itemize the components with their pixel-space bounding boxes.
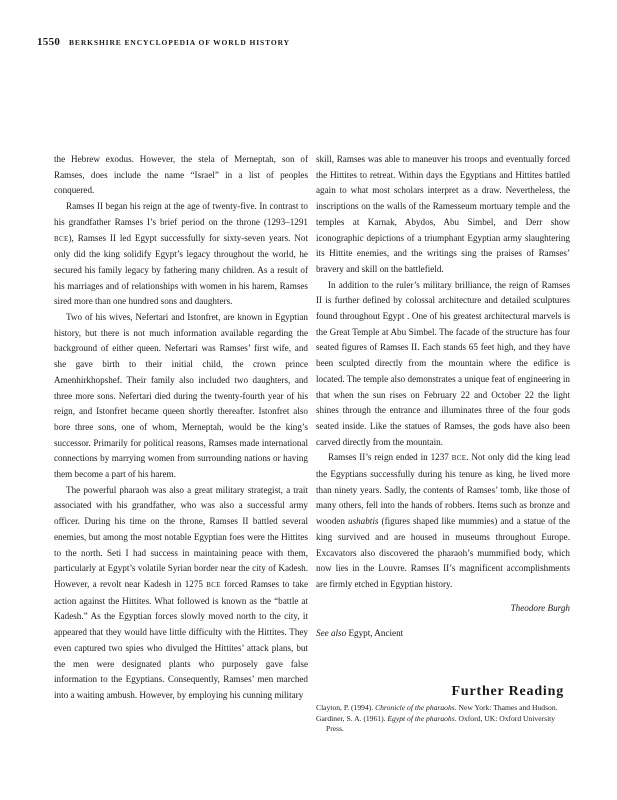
paragraph <box>316 450 570 592</box>
text-run: The powerful pharaoh was also a great military strategist, a trait associated with his grandfather, who was also a successful army officer. During his time on the throne, Ramses II battled several enemies, but among the most notable Egyptian foes were the Hittites to the north. Seti I had success in maintaining peace with them, particularly at Egypt’s volatile Syrian border near the city of Kadesh. However, a revolt near Kadesh in 1275 <box>54 484 308 589</box>
paragraph <box>54 199 308 310</box>
right-column <box>316 152 570 642</box>
text-run: Ramses II began his reign at the age of twenty-five. In contrast to his grandfather Ramses I’s brief period on the throne (1293–1291 <box>54 201 308 227</box>
paragraph: the Hebrew exodus. However, the stela of Merneptah, son of Ramses, does include the name “Israel” in a list of peoples conquered. <box>54 154 308 196</box>
see-also <box>316 626 570 642</box>
ref-author: Gardiner, S. A. (1961). <box>316 713 388 723</box>
era-label: BCE <box>54 234 69 243</box>
see-also-link[interactable]: Egypt, Ancient <box>346 628 404 639</box>
paragraph <box>54 483 308 704</box>
left-column <box>54 152 308 704</box>
reference-list <box>316 703 564 735</box>
text-run: . Not only did the king lead the Egyptians successfully during his tenure as king, he lived more than ninety years. Sadly, the contents of Ramses’ tomb, like those of many others, fell into the hands of robbers. Items such as bronze and wooden <box>316 452 570 527</box>
ref-publisher: . Oxford, UK: Oxford University Press. <box>326 713 556 734</box>
see-also-label: See also <box>316 628 347 639</box>
paragraph: Two of his wives, Nefertari and Istonfret, are known in Egyptian history, but there is not much information available regarding the background of either queen. Nefertari was Ramses’ first wife, and she gave birth to their initial child, the crown prince Amenhirkhopshef. Their family also included two daughters, and three more sons. Nefertari died during the twenty-fourth year of his reign, and Istonfret became queen shortly thereafter. Istonfret also bore three sons, one of whom, Merneptah, would be the king’s successor. Primarily for political reasons, Ramses made international connections by marrying women from surrounding nations or having them become a part of his harem. <box>54 312 308 480</box>
ref-title: Chronicle of the pharaohs <box>375 703 455 712</box>
ref-publisher: . New York: Thames and Hudson. <box>454 703 558 712</box>
running-header <box>37 36 290 48</box>
ref-title: Egypt of the pharaohs <box>387 713 455 723</box>
reference-item <box>316 703 564 714</box>
era-label: BCE <box>206 580 221 589</box>
page-number: 1550 <box>37 36 61 48</box>
text-run: Ramses II’s reign ended in 1237 <box>328 452 452 463</box>
text-run: ), Ramses II led Egypt successfully for sixty-seven years. Not only did the king solidify Egypt’s legacy throughout the world, he secured his family legacy by fathering many children. As a result of his marriages and of relationships with women in his harem, Ramses sired more than one hundred sons and daughters. <box>54 232 308 307</box>
text-run: forced Ramses to take action against the Hittites. What followed is known as the “battle at Kadesh.” As the Egyptian forces slowly moved north to the city, it appeared that they would have little difficulty with the Hittites. They even captured two spies who divulged the Hittites’ attack plans, but the men were designated plants who purposely gave false information to the Egyptians. Consequently, Ramses’ men marched into a waiting ambush. However, by employing his cunning military <box>54 578 308 700</box>
further-reading-heading: Further Reading <box>451 684 564 699</box>
text-run: (figures shaped like mummies) and a statue of the king survived and are housed in museums throughout Europe. Excavators also discovered the pharaoh’s mummified body, which now lies in the Louvre. Ramses II’s magnificent accomplishments are firmly etched in Egyptian history. <box>316 516 570 589</box>
paragraph: In addition to the ruler’s military brilliance, the reign of Ramses II is further defined by colossal architecture and detailed sculptures found throughout Egypt . One of his greatest architectural marvels is the Great Temple at Abu Simbel. The facade of the structure has four seated figures of Ramses II. Each stands 65 feet high, and they have been sculpted directly from the mountain where the edifice is located. The temple also demonstrates a unique feat of engineering in that when the sun rises on February 22 and October 22 the light shines through the entrance and illuminates three of the four gods seated inside. Like the statues of Ramses, the gods have also been carved directly from the mountain. <box>316 279 570 447</box>
term-italic: ushabtis <box>348 516 379 527</box>
ref-author: Clayton, P. (1994). <box>316 703 376 712</box>
reference-item <box>316 714 564 735</box>
paragraph: skill, Ramses was able to maneuver his troops and eventually forced the Hittites to retreat. Within days the Egyptians and Hittites battled again to what most scholars interpret as a draw. Nevertheless, the inscriptions on the walls of the Ramesseum mortuary temple and the temples at Karnak, Abydos, Abu Simbel, and Derr show iconographic depictions of a triumphant Egyptian army slaughtering its Hittite enemies, and the writings sing the praises of Ramses’ bravery and skill on the battlefield. <box>316 154 570 274</box>
author-byline: Theodore Burgh <box>510 602 570 613</box>
era-label: BCE <box>451 454 467 463</box>
running-title: BERKSHIRE ENCYCLOPEDIA OF WORLD HISTORY <box>69 38 291 47</box>
